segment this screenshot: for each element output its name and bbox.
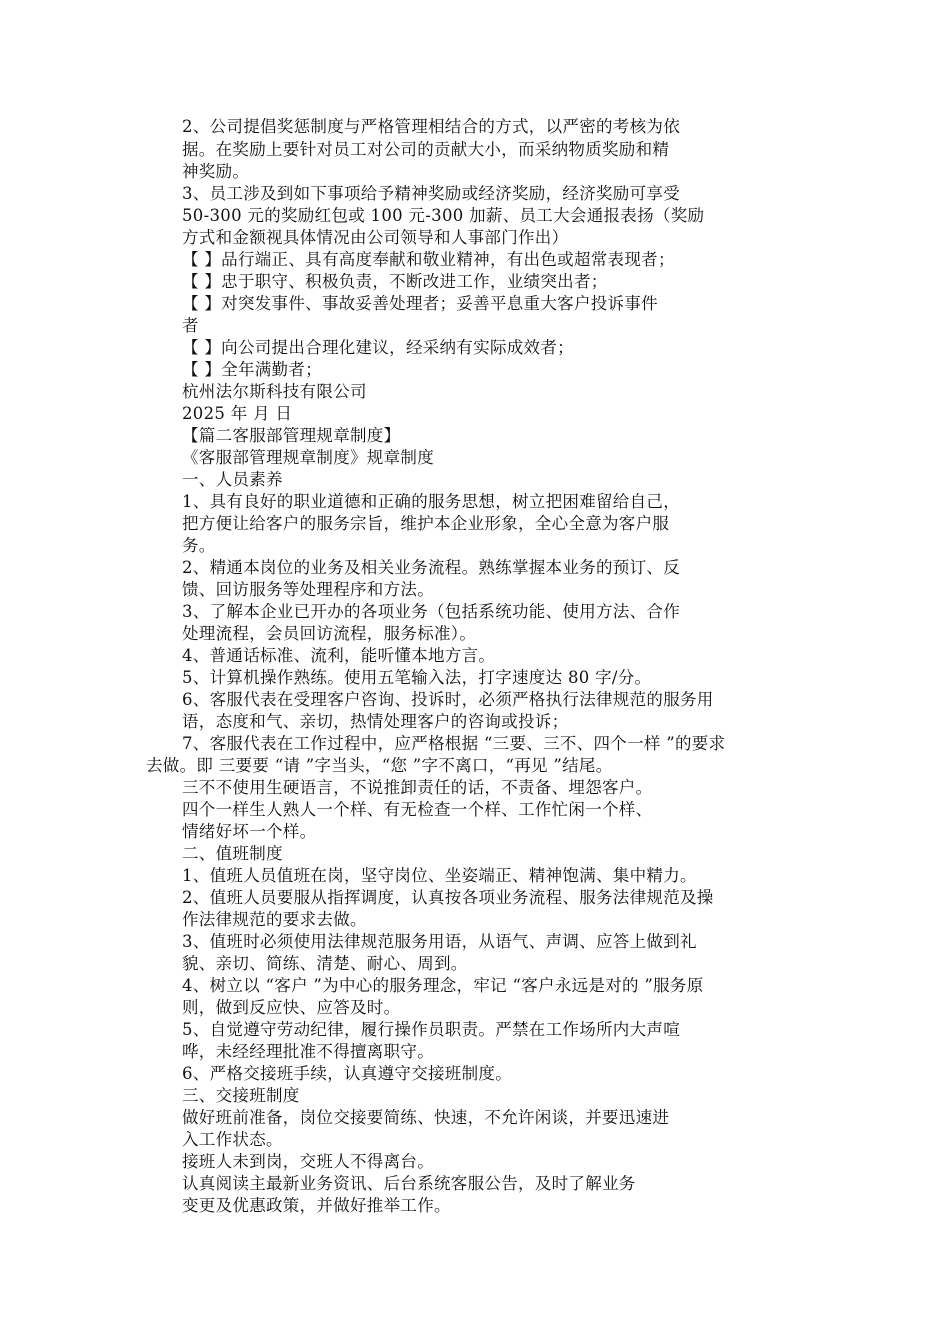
text-line: 2、值班人员要服从指挥调度，认真按各项业务流程、服务法律规范及操	[182, 888, 714, 907]
section-heading: 三、交接班制度	[182, 1086, 300, 1105]
text-line: 把方便让给客户的服务宗旨，维护本企业形象，全心全意为客户服	[182, 514, 670, 533]
text-line: 2、公司提倡奖惩制度与严格管理相结合的方式，以严密的考核为依	[182, 117, 680, 136]
text-line: 去做。即 三要要 “请 ”字当头，“您 ”字不离口，“再见 ”结尾。	[146, 756, 613, 775]
text-line: 方式和金额视具体情况由公司领导和人事部门作出）	[182, 228, 569, 247]
document-title: 《客服部管理规章制度》规章制度	[182, 448, 434, 467]
text-line: 务。	[182, 536, 216, 555]
text-line: 接班人未到岗，交班人不得离台。	[182, 1152, 434, 1171]
text-line: 者	[182, 316, 199, 335]
text-line: 馈、回访服务等处理程序和方法。	[182, 580, 434, 599]
text-line: 7、客服代表在工作过程中，应严格根据 “三要、三不、四个一样 ”的要求	[182, 734, 726, 753]
text-line: 6、严格交接班手续，认真遵守交接班制度。	[182, 1064, 512, 1083]
text-line: 认真阅读主最新业务资讯、后台系统客服公告，及时了解业务	[182, 1174, 636, 1193]
text-line: 处理流程，会员回访流程，服务标准）。	[182, 624, 477, 643]
section-heading: 一、人员素养	[182, 470, 283, 489]
text-line: 【 】品行端正、具有高度奉献和敬业精神，有出色或超常表现者；	[182, 250, 675, 269]
text-line: 则，做到反应快、应答及时。	[182, 998, 401, 1017]
text-line: 变更及优惠政策，并做好推举工作。	[182, 1196, 451, 1215]
text-line: 【 】全年满勤者；	[182, 360, 322, 379]
text-line: 50-300 元的奖励红包或 100 元-300 加薪、员工大会通报表扬（奖励	[182, 206, 705, 225]
text-line: 4、普通话标准、流利，能听懂本地方言。	[182, 646, 496, 665]
text-line: 1、具有良好的职业道德和正确的服务思想，树立把困难留给自己，	[182, 492, 680, 511]
text-line: 2、精通本岗位的业务及相关业务流程。熟练掌握本业务的预订、反	[182, 558, 680, 577]
text-line: 3、员工涉及到如下事项给予精神奖励或经济奖励，经济奖励可享受	[182, 184, 680, 203]
company-name: 杭州法尔斯科技有限公司	[182, 382, 367, 401]
text-line: 4、树立以 “客户 ”为中心的服务理念，牢记 “客户永远是对的 ”服务原	[182, 976, 704, 995]
text-line: 5、自觉遵守劳动纪律，履行操作员职责。严禁在工作场所内大声喧	[182, 1020, 680, 1039]
text-line: 哗，未经经理批准不得擅离职守。	[182, 1042, 434, 1061]
text-line: 【 】向公司提出合理化建议，经采纳有实际成效者；	[182, 338, 574, 357]
section-heading: 二、值班制度	[182, 844, 283, 863]
date-line: 2025 年 月 日	[182, 404, 293, 423]
text-line: 神奖励。	[182, 162, 250, 181]
text-line: 入工作状态。	[182, 1130, 283, 1149]
text-line: 5、计算机操作熟练。使用五笔输入法，打字速度达 80 字/分。	[182, 668, 652, 687]
text-line: 情绪好坏一个样。	[182, 822, 317, 841]
text-line: 6、客服代表在受理客户咨询、投诉时，必须严格执行法律规范的服务用	[182, 690, 714, 709]
text-line: 3、值班时必须使用法律规范服务用语，从语气、声调、应答上做到礼	[182, 932, 697, 951]
text-line: 【 】对突发事件、事故妥善处理者；妥善平息重大客户投诉事件	[182, 294, 658, 313]
text-line: 1、值班人员值班在岗，坚守岗位、坐姿端正、精神饱满、集中精力。	[182, 866, 697, 885]
text-line: 貌、亲切、简练、清楚、耐心、周到。	[182, 954, 468, 973]
text-line: 作法律规范的要求去做。	[182, 910, 367, 929]
text-line: 3、了解本企业已开办的各项业务（包括系统功能、使用方法、合作	[182, 602, 680, 621]
text-line: 四个一样生人熟人一个样、有无检查一个样、工作忙闲一个样、	[182, 800, 653, 819]
text-line: 做好班前准备，岗位交接要简练、快速，不允许闲谈，并要迅速进	[182, 1108, 670, 1127]
text-line: 语，态度和气、亲切，热情处理客户的咨询或投诉；	[182, 712, 569, 731]
text-line: 三不不使用生硬语言，不说推卸责任的话，不责备、埋怨客户。	[182, 778, 653, 797]
text-line: 【 】忠于职守、积极负责，不断改进工作，业绩突出者；	[182, 272, 608, 291]
section-heading: 【篇二客服部管理规章制度】	[182, 426, 401, 445]
text-line: 据。在奖励上要针对员工对公司的贡献大小，而采纳物质奖励和精	[182, 140, 670, 159]
